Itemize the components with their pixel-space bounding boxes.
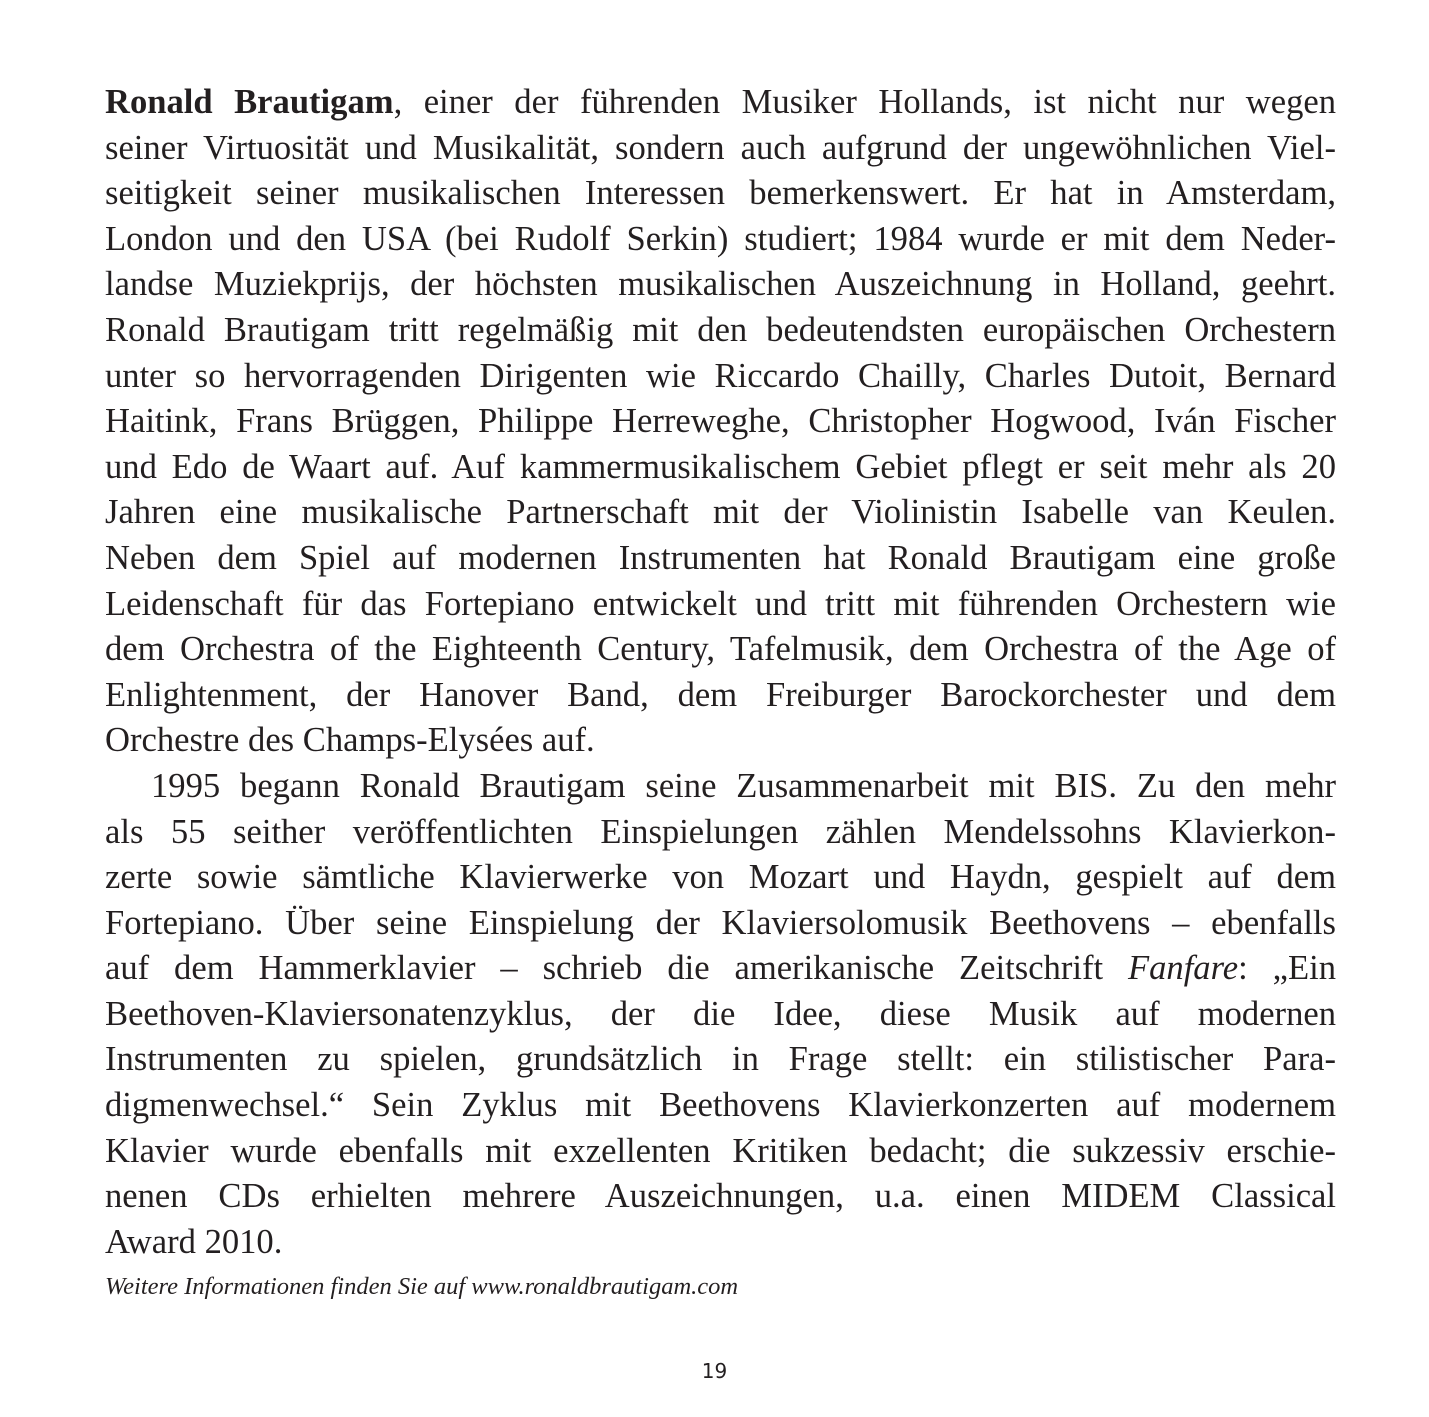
text-line: Ronald Brautigam, einer der führenden Musiker Hollands, ist nicht nur wegen [105, 83, 1336, 121]
bio-paragraph-2 [105, 764, 1336, 1266]
artist-name: Ronald Brautigam [105, 83, 394, 121]
page-number: 19 [701, 1359, 728, 1383]
text-line: Orchestre des Champs-Elysées auf. [105, 721, 595, 760]
text-line: landse Muziekprijs, der höchsten musikalischen Auszeichnung in Holland, geehrt. [105, 265, 1336, 304]
text-line: digmenwechsel.“ Sein Zyklus mit Beethovens Klavierkonzerten auf modernem [105, 1086, 1336, 1125]
text-line: nenen CDs erhielten mehrere Auszeichnungen, u.a. einen MIDEM Classical [105, 1177, 1336, 1216]
text-line: Ronald Brautigam tritt regelmäßig mit den bedeutendsten europäischen Orchestern [105, 310, 1336, 349]
biography-text [105, 80, 1336, 1265]
text-line: 1995 begann Ronald Brautigam seine Zusammenarbeit mit BIS. Zu den mehr [151, 766, 1336, 805]
text-line: Haitink, Frans Brüggen, Philippe Herreweghe, Christopher Hogwood, Iván Fischer [105, 402, 1336, 441]
text-line: seiner Virtuosität und Musikalität, sondern auch aufgrund der ungewöhnlichen Viel- [105, 128, 1336, 167]
website-note: Weitere Informationen finden Sie auf www.ronaldbrautigam.com [105, 1273, 739, 1300]
text-line: Enlightenment, der Hanover Band, dem Freiburger Barockorchester und dem [105, 675, 1336, 714]
text-line: und Edo de Waart auf. Auf kammermusikalischem Gebiet pflegt er seit mehr als 20 [105, 447, 1336, 486]
text-line: Award 2010. [105, 1222, 283, 1261]
text-line: Fortepiano. Über seine Einspielung der Klaviersolomusik Beethovens – ebenfalls [105, 903, 1336, 942]
text-line: zerte sowie sämtliche Klavierwerke von Mozart und Haydn, gespielt auf dem [105, 858, 1336, 897]
text-line: Klavier wurde ebenfalls mit exzellenten Kritiken bedacht; die sukzessiv erschie- [105, 1131, 1336, 1170]
bio-paragraph-1 [105, 80, 1336, 764]
text-line: dem Orchestra of the Eighteenth Century, Tafelmusik, dem Orchestra of the Age of [105, 630, 1336, 669]
text-line: Beethoven-Klaviersonatenzyklus, der die Idee, diese Musik auf modernen [105, 994, 1336, 1033]
text-line: auf dem Hammerklavier – schrieb die amerikanische Zeitschrift Fanfare: „Ein [105, 949, 1337, 988]
text-line: als 55 seither veröffentlichten Einspielungen zählen Mendelssohns Klavierkon- [105, 812, 1336, 851]
text-line: Neben dem Spiel auf modernen Instrumenten hat Ronald Brautigam eine große [105, 538, 1336, 577]
text-line: London und den USA (bei Rudolf Serkin) studiert; 1984 wurde er mit dem Neder- [105, 219, 1336, 258]
text-line: Jahren eine musikalische Partnerschaft mit der Violinistin Isabelle van Keulen. [105, 493, 1336, 532]
text-line: Instrumenten zu spielen, grundsätzlich in Frage stellt: ein stilistischer Para- [105, 1040, 1336, 1079]
text-line: Leidenschaft für das Fortepiano entwickelt und tritt mit führenden Orchestern wie [105, 584, 1336, 623]
magazine-title: Fanfare [1128, 949, 1239, 988]
text-line: unter so hervorragenden Dirigenten wie Riccardo Chailly, Charles Dutoit, Bernard [105, 356, 1336, 395]
text-line: seitigkeit seiner musikalischen Interessen bemerkenswert. Er hat in Amsterdam, [105, 174, 1336, 213]
